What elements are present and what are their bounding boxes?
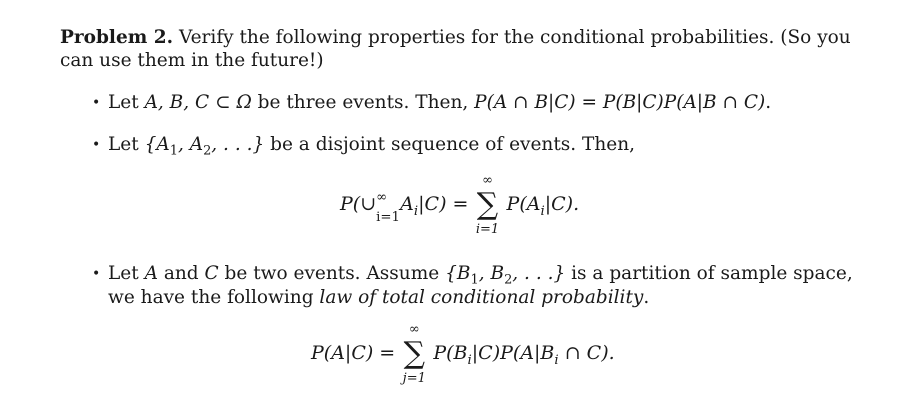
eq1-rhs: P(A xyxy=(506,193,541,215)
bullet-3-comma: , B xyxy=(478,263,505,284)
eq1-sum-symbol xyxy=(474,173,500,237)
bullet-3-sub1: 1 xyxy=(470,272,479,288)
eq1-rhs-end: |C). xyxy=(544,193,580,215)
eq1-sigma: ∑ xyxy=(476,187,499,222)
eq2-sigma: ∑ xyxy=(403,336,425,371)
display-equation-1: P(∪ ∞ i=1 $A_i|C$) = ∞ ∑ i=1 $P(A_i|C)$. xyxy=(340,173,580,237)
bullet-1-math: A, B, C ⊂ Ω xyxy=(144,92,252,113)
eq1-sum-lower: i=1 xyxy=(475,222,500,237)
problem-label: Problem 2. xyxy=(60,27,174,48)
bullet-1-formula: P(A ∩ B|C) = P(B|C)P(A|B ∩ C) xyxy=(474,92,766,113)
bullet-2-prefix: Let xyxy=(108,134,145,155)
bullet-3-partition-set xyxy=(445,263,566,288)
bullet-3-middle: be two events. Assume xyxy=(218,263,446,284)
bullet-1-prefix: Let xyxy=(108,92,145,113)
bullet-item-2 xyxy=(108,133,635,157)
bullet-3-tail: is a partition of sample space, xyxy=(565,263,853,284)
eq2-rhs-mid: |C)P(A|B xyxy=(471,342,555,364)
eq1-lhs-sub-i: i xyxy=(413,203,419,219)
bullet-marker-2: • xyxy=(92,137,101,153)
problem-text-line2-content: can use them in the future!) xyxy=(60,50,324,71)
eq2-rhs-sub: i xyxy=(467,352,472,368)
display-equation-2 xyxy=(311,322,615,386)
eq2-lhs: P(A|C) = xyxy=(311,342,396,364)
bullet-1-middle: be three events. Then, xyxy=(251,92,475,113)
eq1-lhs-end: |C) = xyxy=(418,193,469,215)
bullet-3-set-open: {B xyxy=(445,263,471,284)
bullet-3-prefix: Let xyxy=(108,263,145,284)
eq1-lhs-A: A xyxy=(400,193,414,215)
bullet-item-3-line2 xyxy=(108,286,649,310)
bullet-3-sub2: 2 xyxy=(504,272,513,288)
eq2-rhs-sub2: i xyxy=(554,352,559,368)
bullet-3-line2-suffix: . xyxy=(643,287,650,308)
bullet-1-suffix: . xyxy=(765,92,772,113)
problem-text-line1: Verify the following properties for the conditional probabilities. (So you xyxy=(173,27,851,48)
problem-text-line2 xyxy=(60,49,324,73)
bullet-item-3-line1 xyxy=(108,262,853,286)
problem-heading xyxy=(60,26,851,50)
bullet-2-set-open: {A xyxy=(144,134,170,155)
bullet-2-math xyxy=(144,134,265,159)
law-of-total-conditional-probability: law of total conditional probability xyxy=(319,287,644,308)
bullet-2-rest: , . . .} xyxy=(211,134,265,155)
bullet-2-sub1: 1 xyxy=(169,143,178,159)
eq1-sum-upper: ∞ xyxy=(482,173,493,188)
bullet-item-1 xyxy=(108,91,771,115)
eq2-sum-symbol xyxy=(401,322,427,386)
eq2-sum-upper: ∞ xyxy=(408,322,420,337)
bullet-2-comma: , A xyxy=(177,134,204,155)
bullet-3-line2-prefix: we have the following xyxy=(108,287,320,308)
bullet-marker-3: • xyxy=(92,266,101,282)
eq2-rhs: P(B xyxy=(433,342,468,364)
eq2-rhs-end: ∩ C). xyxy=(558,342,615,364)
bullet-3-math-C: C xyxy=(204,263,219,284)
bullet-3-and: and xyxy=(157,263,205,284)
bullet-3-math-A: A xyxy=(144,263,158,284)
bullet-2-sub2: 2 xyxy=(203,143,212,159)
bullet-marker-1: • xyxy=(92,95,101,111)
eq1-lhs: P(∪ xyxy=(340,193,377,215)
eq2-sum-lower: j=1 xyxy=(402,371,426,386)
bullet-2-middle: be a disjoint sequence of events. Then, xyxy=(264,134,636,155)
bullet-3-rest: , . . .} xyxy=(512,263,566,284)
eq1-rhs-sub: i xyxy=(540,203,545,219)
